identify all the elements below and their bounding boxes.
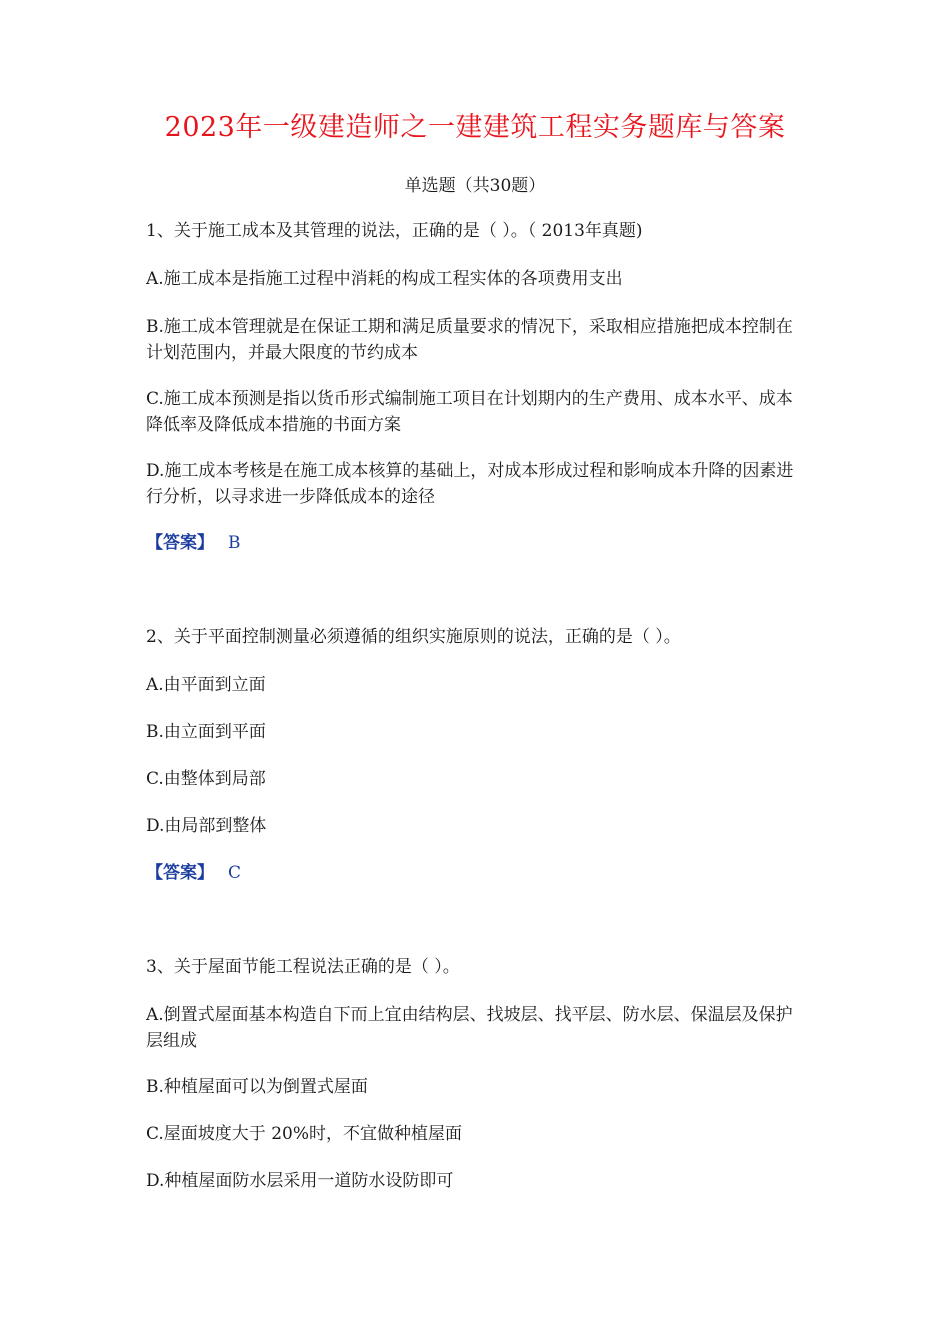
- question-1-option-b: B.施工成本管理就是在保证工期和满足质量要求的情况下，采取相应措施把成本控制在计划范围内，并最大限度的节约成本: [146, 317, 793, 363]
- question-1-answer: [146, 530, 241, 556]
- question-2-option-c: C.由整体到局部: [146, 769, 266, 789]
- question-1-option-c: C.施工成本预测是指以货币形式编制施工项目在计划期内的生产费用、成本水平、成本降低率及降低成本措施的书面方案: [146, 389, 793, 435]
- question-3-option-b: B.种植屋面可以为倒置式屋面: [146, 1077, 368, 1097]
- question-3-option-a: A.倒置式屋面基本构造自下而上宜由结构层、找坡层、找平层、防水层、保温层及保护层组成: [146, 1005, 793, 1051]
- answer-label: 【答案】: [146, 533, 214, 553]
- question-2-option-b: B.由立面到平面: [146, 722, 266, 742]
- question-2-answer: [146, 860, 241, 886]
- question-1-option-d: D.施工成本考核是在施工成本核算的基础上，对成本形成过程和影响成本升降的因素进行分析，以寻求进一步降低成本的途径: [146, 461, 794, 507]
- question-3-option-d: D.种植屋面防水层采用一道防水设防即可: [146, 1171, 454, 1191]
- question-3-option-c: C.屋面坡度大于 20%时，不宜做种植屋面: [146, 1124, 462, 1144]
- answer-value: B: [228, 533, 241, 553]
- answer-value: C: [228, 863, 242, 883]
- question-1-stem: 1、关于施工成本及其管理的说法，正确的是（ ）。（ 2013年真题): [146, 221, 643, 241]
- question-2-stem: 2、关于平面控制测量必须遵循的组织实施原则的说法，正确的是（ ）。: [146, 627, 681, 647]
- document-title: 2023年一级建造师之一建建筑工程实务题库与答案: [164, 112, 786, 143]
- question-3-stem: 3、关于屋面节能工程说法正确的是（ ）。: [146, 957, 460, 977]
- question-1-option-a: A.施工成本是指施工过程中消耗的构成工程实体的各项费用支出: [146, 269, 623, 289]
- question-2-option-a: A.由平面到立面: [146, 675, 266, 695]
- section-heading: 单选题（共30题）: [404, 176, 546, 196]
- question-2-option-d: D.由局部到整体: [146, 816, 267, 836]
- answer-label: 【答案】: [146, 863, 214, 883]
